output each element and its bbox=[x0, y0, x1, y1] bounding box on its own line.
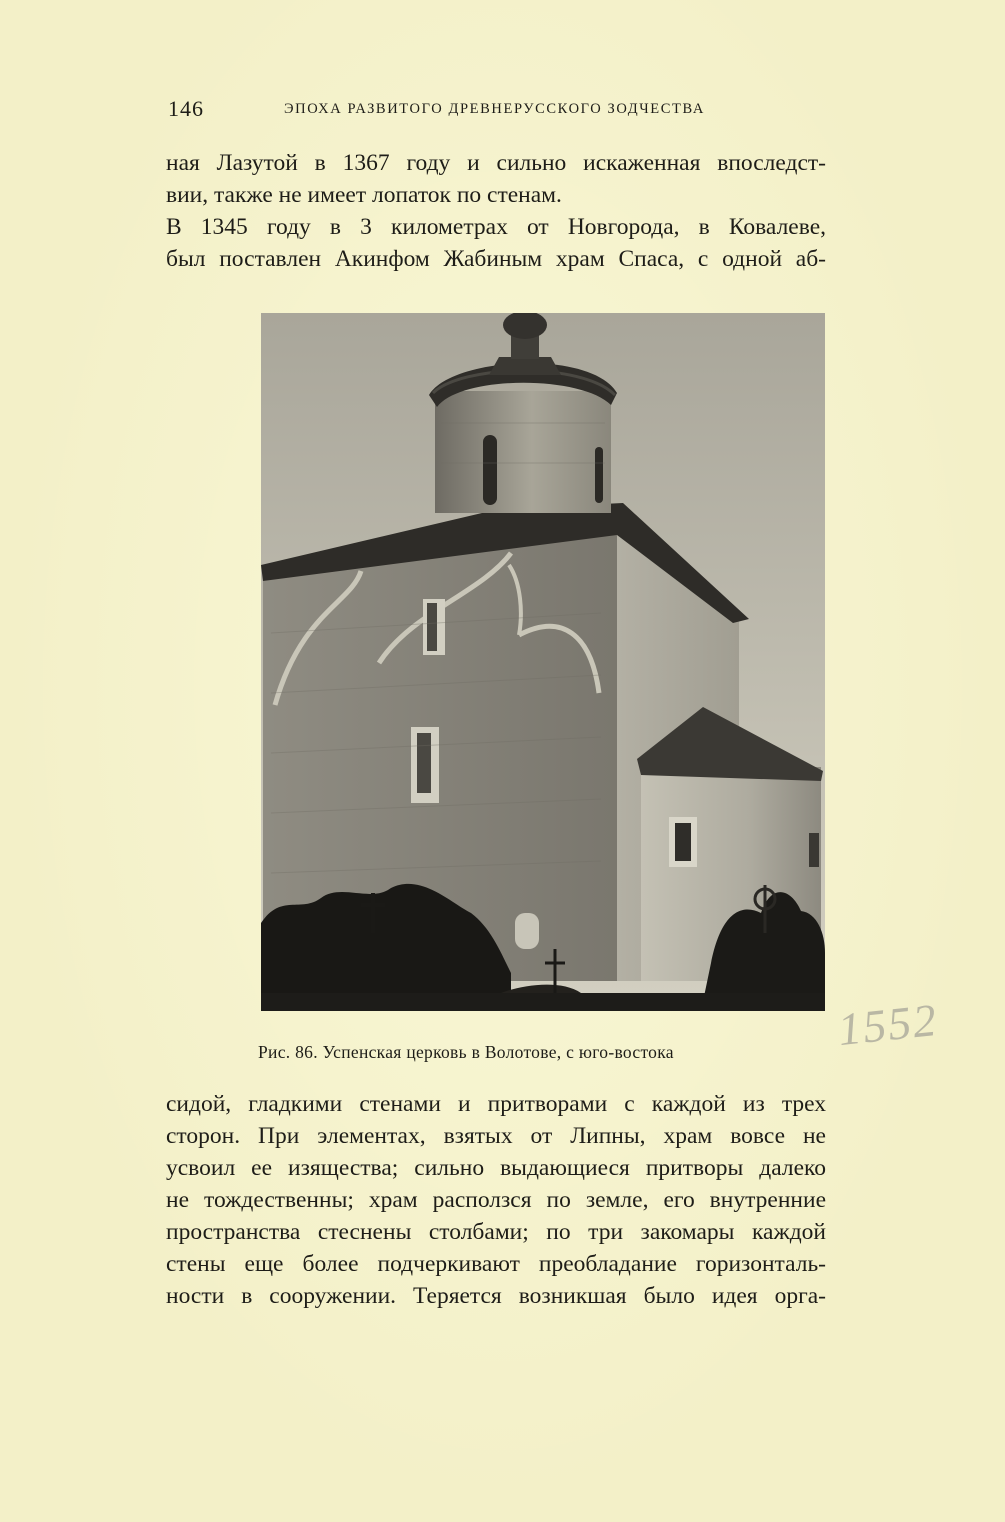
paragraph-top bbox=[166, 147, 826, 275]
pencil-margin-note: 1552 bbox=[835, 993, 941, 1056]
page-number: 146 bbox=[168, 96, 204, 121]
church-photo-illustration bbox=[261, 313, 825, 1011]
running-head: ЭПОХА РАЗВИТОГО ДРЕВНЕРУССКОГО ЗОДЧЕСТВА bbox=[284, 101, 705, 117]
text-line: вии, также не имеет лопаток по стенам. bbox=[166, 182, 562, 208]
text-line: не тождественны; храм расползся по земле, его внутренние bbox=[166, 1187, 826, 1213]
text-line: сторон. При элементах, взятых от Липны, храм вовсе не bbox=[166, 1123, 826, 1149]
text-line: был поставлен Акинфом Жабиным храм Спаса, с одной аб- bbox=[166, 246, 826, 272]
text-line: ная Лазутой в 1367 году и сильно искаженная впоследст- bbox=[166, 150, 826, 176]
text-line: В 1345 году в 3 километрах от Новгорода, в Ковалеве, bbox=[166, 214, 826, 240]
text-line: сидой, гладкими стенами и притворами с каждой из трех bbox=[166, 1091, 826, 1117]
figure-caption: Рис. 86. Успенская церковь в Волотове, с юго-востока bbox=[258, 1042, 674, 1062]
page-header bbox=[168, 96, 808, 126]
text-line: пространства стеснены столбами; по три закомары каждой bbox=[166, 1219, 826, 1245]
text-line: ности в сооружении. Теряется возникшая было идея орга- bbox=[166, 1283, 826, 1309]
church-photograph bbox=[261, 313, 825, 1011]
paragraph-bottom bbox=[166, 1088, 826, 1312]
text-line: усвоил ее изящества; сильно выдающиеся притворы далеко bbox=[166, 1155, 826, 1181]
text-line: стены еще более подчеркивают преобладание горизонталь- bbox=[166, 1251, 826, 1277]
